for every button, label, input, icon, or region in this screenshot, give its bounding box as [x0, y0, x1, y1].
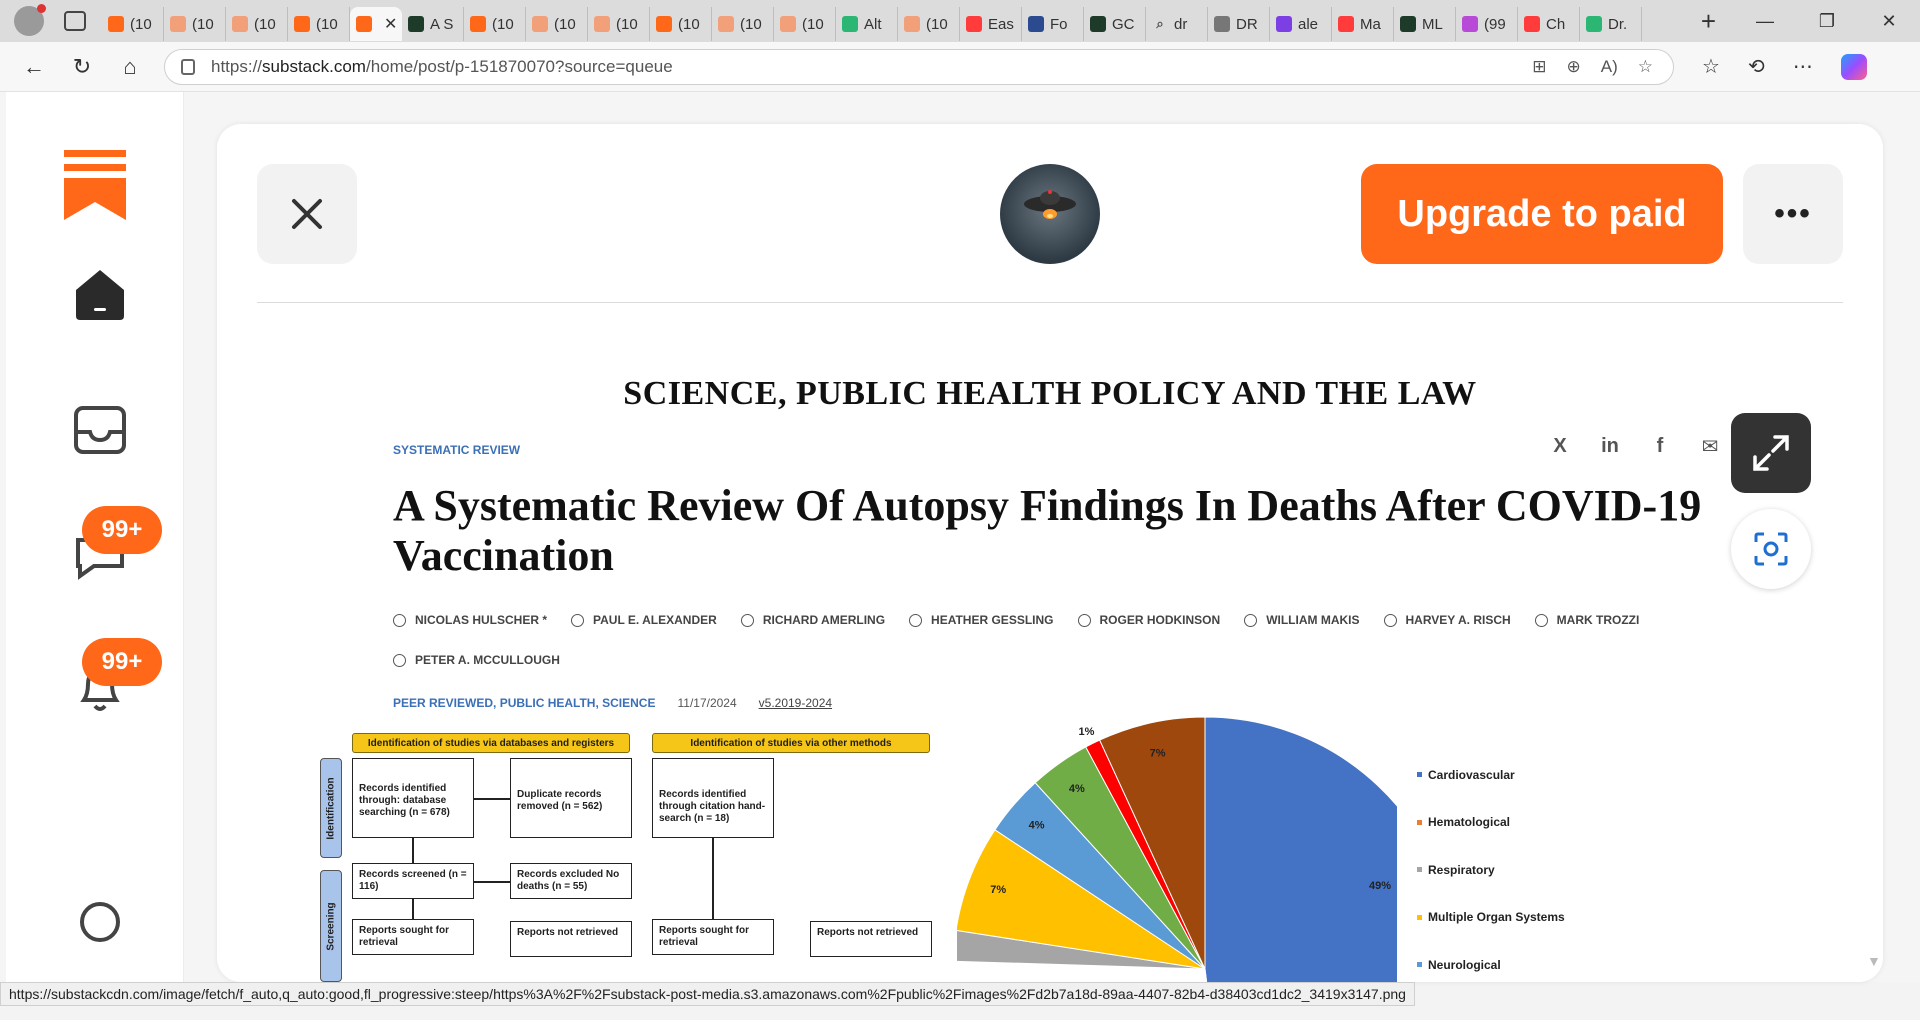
- author-item[interactable]: [909, 613, 1053, 627]
- expand-image-button[interactable]: [1731, 413, 1811, 493]
- browser-tab[interactable]: [1146, 7, 1208, 41]
- upgrade-to-paid-button[interactable]: Upgrade to paid: [1361, 164, 1723, 264]
- author-name: WILLIAM MAKIS: [1266, 613, 1360, 627]
- x-share-icon: X: [1553, 434, 1567, 457]
- flow-arrow: [412, 838, 414, 863]
- user-circle-icon: [1384, 614, 1397, 627]
- foxnews-icon: [1028, 16, 1044, 32]
- url-host: substack.com: [262, 56, 366, 76]
- tab-title: (10: [316, 15, 338, 33]
- url-path: /home/post/p-151870070?source=queue: [365, 56, 673, 76]
- flow-header-databases: Identification of studies via databases and registers: [352, 733, 630, 753]
- user-circle-icon: [393, 614, 406, 627]
- article-tags: PEER REVIEWED, PUBLIC HEALTH, SCIENCE: [393, 696, 656, 710]
- tab-title: (10: [254, 15, 276, 33]
- browser-tab[interactable]: [1270, 7, 1332, 41]
- article-date: 11/17/2024: [677, 696, 737, 710]
- author-item[interactable]: [1078, 613, 1221, 627]
- journal-name: SCIENCE, PUBLIC HEALTH POLICY AND THE LAW: [623, 375, 1477, 412]
- substack-logo-icon[interactable]: [64, 150, 126, 220]
- user-circle-icon: [393, 654, 406, 667]
- url-scheme: https://: [211, 56, 263, 76]
- browser-tab[interactable]: [164, 7, 226, 41]
- author-list: [393, 613, 1693, 667]
- tab-title: (10: [492, 15, 514, 33]
- restore-icon[interactable]: ❐: [1818, 10, 1836, 31]
- substack-icon: [356, 16, 372, 32]
- substack-icon: [232, 16, 248, 32]
- tab-title: (10: [740, 15, 762, 33]
- legend-label: Neurological: [1428, 957, 1501, 972]
- browser-tab[interactable]: [774, 7, 836, 41]
- home-icon[interactable]: ⌂: [123, 53, 137, 79]
- visual-search-button[interactable]: [1731, 509, 1811, 589]
- mail-icon: [1462, 16, 1478, 32]
- site-icon: [408, 16, 424, 32]
- status-bar-link-preview: https://substackcdn.com/image/fetch/f_auto,q_auto:good,fl_progressive:steep/https%3A%2F%2Fsubstack-post-media.s3.amazonaws.com%2Fpublic%2Fimages%2Fd2b7a18d-89aa-4407-82b4-d38403cd1dc2_3419x3147.png: [0, 982, 1415, 1006]
- substack-icon: [294, 16, 310, 32]
- pie-data-label: 7%: [1149, 747, 1166, 760]
- legend-label: Hematological: [1428, 815, 1511, 830]
- legend-label: Multiple Organ Systems: [1428, 910, 1565, 925]
- tab-title: Dr.: [1608, 15, 1628, 33]
- browser-tab[interactable]: [1580, 7, 1642, 41]
- article-image[interactable]: [257, 303, 1881, 982]
- pie-slice: [1205, 717, 1397, 982]
- browser-tab[interactable]: [836, 7, 898, 41]
- activity-unread-badge: 99+: [82, 638, 162, 686]
- author-name: PETER A. MCCULLOUGH: [415, 653, 560, 667]
- copilot-icon[interactable]: [1841, 54, 1867, 80]
- legend-swatch: [1417, 962, 1422, 967]
- legend-label: Cardiovascular: [1428, 767, 1515, 782]
- browser-tab[interactable]: [960, 7, 1022, 41]
- app-available-icon[interactable]: ⊞: [1532, 56, 1547, 76]
- flow-box-sought-other: Reports sought for retrieval: [652, 919, 774, 955]
- tab-title: Alt: [864, 15, 882, 33]
- tab-title: (10: [678, 15, 700, 33]
- flow-arrow: [412, 899, 414, 919]
- browser-tab[interactable]: [1456, 7, 1518, 41]
- browser-tab[interactable]: [464, 7, 526, 41]
- browser-tab[interactable]: [1208, 7, 1270, 41]
- flow-box-identified-db: Records identified through: database searching (n = 678): [352, 758, 474, 838]
- substack-icon: [594, 16, 610, 32]
- post-viewer-modal: [217, 124, 1883, 982]
- user-circle-icon: [741, 614, 754, 627]
- tab-title: ale: [1298, 15, 1319, 33]
- tab-title: Ma: [1360, 15, 1381, 33]
- author-name: PAUL E. ALEXANDER: [593, 613, 717, 627]
- rumble-icon: [1586, 16, 1602, 32]
- flow-box-identified-other: Records identified through citation hand-search (n = 18): [652, 758, 774, 838]
- drudge-icon: [1214, 16, 1230, 32]
- substack-icon: [532, 16, 548, 32]
- flow-box-not-retrieved-other: Reports not retrieved: [810, 921, 932, 957]
- flow-arrow: [712, 838, 714, 919]
- share-links: [1547, 433, 1723, 459]
- browser-tab[interactable]: [588, 7, 650, 41]
- article-title: A Systematic Review Of Autopsy Findings In Deaths After COVID-19 Vaccination: [393, 481, 1702, 580]
- user-circle-icon: [1078, 614, 1091, 627]
- article-version: v5.2019-2024: [758, 696, 833, 710]
- substack-icon: [780, 16, 796, 32]
- user-circle-icon: [1535, 614, 1548, 627]
- tab-title: Ch: [1546, 15, 1566, 33]
- close-window-icon[interactable]: ✕: [1881, 10, 1897, 31]
- author-name: HARVEY A. RISCH: [1405, 613, 1511, 627]
- browser-tab[interactable]: [1022, 7, 1084, 41]
- user-circle-icon: [571, 614, 584, 627]
- legend-swatch: [1417, 772, 1422, 777]
- profile-avatar-icon[interactable]: [14, 6, 44, 36]
- pie-data-label: 4%: [1068, 783, 1085, 796]
- pie-data-label: 7%: [990, 883, 1007, 896]
- browser-tab[interactable]: [650, 7, 712, 41]
- substack-icon: [470, 16, 486, 32]
- favorite-star-icon[interactable]: ☆: [1637, 56, 1653, 76]
- flow-box-not-retrieved-db: Reports not retrieved: [510, 921, 632, 957]
- tab-title: Eas: [988, 15, 1014, 33]
- browser-tab[interactable]: [898, 7, 960, 41]
- author-item[interactable]: [393, 613, 547, 627]
- author-item[interactable]: [1244, 613, 1359, 627]
- browser-tab[interactable]: [1518, 7, 1580, 41]
- flow-header-other: Identification of studies via other methods: [652, 733, 930, 753]
- tab-title: (10: [616, 15, 638, 33]
- tab-title: (10: [802, 15, 824, 33]
- favorites-icon[interactable]: ☆: [1702, 56, 1720, 78]
- linkedin-share-icon: in: [1601, 434, 1619, 457]
- browser-tab-strip: [0, 0, 1920, 42]
- browser-tab[interactable]: [226, 7, 288, 41]
- browser-tab[interactable]: [402, 7, 464, 41]
- autopsy-findings-pie-chart: [957, 713, 1397, 982]
- tab-title: GC: [1112, 15, 1135, 33]
- author-item[interactable]: [1384, 613, 1511, 627]
- youtube-icon: [1338, 16, 1354, 32]
- tab-list: [102, 0, 1683, 42]
- browser-tab[interactable]: [288, 7, 350, 41]
- legend-swatch: [1417, 867, 1422, 872]
- browser-tab[interactable]: [526, 7, 588, 41]
- legend-label: Respiratory: [1428, 862, 1495, 877]
- user-circle-icon: [909, 614, 922, 627]
- legend-item: [1417, 846, 1565, 894]
- flow-side-screening: Screening: [320, 870, 342, 982]
- youtube-icon: [966, 16, 982, 32]
- tab-title: DR: [1236, 15, 1258, 33]
- substack-icon: [170, 16, 186, 32]
- tab-title: dr: [1174, 15, 1188, 33]
- browser-tab[interactable]: [712, 7, 774, 41]
- new-tab-plus-icon[interactable]: +: [1700, 6, 1716, 36]
- author-item[interactable]: [571, 613, 717, 627]
- site-icon: [1400, 16, 1416, 32]
- tab-title: ML: [1422, 15, 1443, 33]
- tab-title: (10: [130, 15, 152, 33]
- article-meta: [393, 696, 832, 710]
- tab-title: Fo: [1050, 15, 1068, 33]
- author-name: HEATHER GESSLING: [931, 613, 1054, 627]
- search-icon: ⌕: [1156, 16, 1164, 31]
- pie-data-label: 1%: [1078, 725, 1095, 738]
- browser-tab[interactable]: [102, 7, 164, 41]
- tab-title: (10: [554, 15, 576, 33]
- address-bar[interactable]: [164, 49, 1674, 85]
- author-name: MARK TROZZI: [1556, 613, 1640, 627]
- site-icon: [1090, 16, 1106, 32]
- close-tab-icon[interactable]: ✕: [384, 16, 398, 33]
- rumble-icon: [842, 16, 858, 32]
- legend-swatch: [1417, 915, 1422, 920]
- expand-arrows-icon: [1751, 433, 1791, 473]
- legend-item: [1417, 941, 1565, 982]
- user-circle-icon: [1244, 614, 1257, 627]
- page-content: [0, 92, 1920, 982]
- refresh-icon[interactable]: ↻: [72, 53, 92, 79]
- email-share-icon: ✉: [1701, 435, 1719, 458]
- youtube-icon: [1524, 16, 1540, 32]
- window-controls: [1734, 11, 1920, 32]
- author-item[interactable]: [393, 653, 560, 667]
- pie-data-label: 49%: [1368, 880, 1392, 892]
- flow-arrow: [474, 798, 510, 800]
- flow-box-sought-db: Reports sought for retrieval: [352, 919, 474, 955]
- search-nav-icon[interactable]: [72, 898, 128, 954]
- legend-item: [1417, 751, 1565, 799]
- legend-item: [1417, 894, 1565, 942]
- legend-swatch: [1417, 820, 1422, 825]
- history-icon[interactable]: ⟲: [1747, 56, 1765, 78]
- site-info-lock-icon[interactable]: [181, 59, 195, 75]
- yahoo-icon: [1276, 16, 1292, 32]
- substack-icon: [718, 16, 734, 32]
- inbox-nav-icon[interactable]: [72, 400, 128, 456]
- flow-side-identification: Identification: [320, 758, 342, 858]
- tab-title: (99: [1484, 15, 1506, 33]
- substack-icon: [656, 16, 672, 32]
- author-item[interactable]: [741, 613, 885, 627]
- author-name: NICOLAS HULSCHER *: [415, 613, 548, 627]
- browser-tab[interactable]: [1394, 7, 1456, 41]
- zoom-icon[interactable]: ⊕: [1566, 56, 1581, 76]
- browser-tab[interactable]: [350, 7, 402, 41]
- extensions-more-icon[interactable]: ⋯: [1792, 56, 1813, 78]
- facebook-share-icon: f: [1656, 434, 1664, 457]
- article-category: SYSTEMATIC REVIEW: [393, 443, 521, 457]
- chat-unread-badge: 99+: [82, 506, 162, 554]
- author-item[interactable]: [1535, 613, 1640, 627]
- read-aloud-icon[interactable]: A): [1600, 56, 1618, 76]
- tab-title: (10: [926, 15, 948, 33]
- tab-actions-icon[interactable]: [64, 11, 86, 31]
- legend-item: [1417, 799, 1565, 847]
- minimize-icon[interactable]: —: [1756, 10, 1774, 31]
- home-nav-icon[interactable]: [72, 266, 128, 322]
- substack-icon: [108, 16, 124, 32]
- pie-legend: [1417, 751, 1565, 982]
- author-name: RICHARD AMERLING: [762, 613, 886, 627]
- flow-box-excluded: Records excluded No deaths (n = 55): [510, 863, 632, 899]
- publication-avatar[interactable]: [1000, 164, 1100, 264]
- close-post-button[interactable]: [257, 164, 357, 264]
- substack-sidebar: [6, 92, 184, 982]
- flow-box-screened: Records screened (n = 116): [352, 863, 474, 899]
- tab-title: (10: [192, 15, 214, 33]
- close-icon: [290, 197, 324, 231]
- back-arrow-icon[interactable]: ←: [23, 53, 45, 79]
- browser-toolbar: [0, 42, 1920, 92]
- scroll-down-icon[interactable]: ▼: [1867, 953, 1881, 969]
- substack-icon: [904, 16, 920, 32]
- more-options-button[interactable]: •••: [1743, 164, 1843, 264]
- flow-arrow: [474, 881, 510, 883]
- tab-title: A S: [430, 15, 454, 33]
- ufo-avatar-icon: [1000, 164, 1100, 264]
- visual-search-icon: [1753, 531, 1789, 567]
- flow-box-duplicates: Duplicate records removed (n = 562): [510, 758, 632, 838]
- author-name: ROGER HODKINSON: [1099, 613, 1221, 627]
- browser-tab[interactable]: [1332, 7, 1394, 41]
- pie-data-label: 4%: [1028, 819, 1045, 832]
- browser-tab[interactable]: [1084, 7, 1146, 41]
